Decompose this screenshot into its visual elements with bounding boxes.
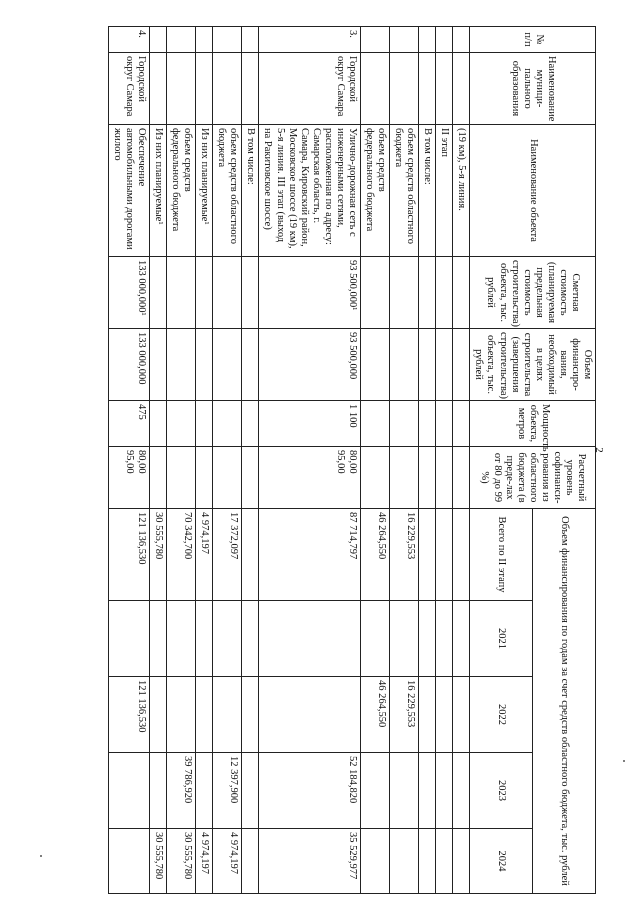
year-2024-cell: 35 529,977 [259, 829, 361, 894]
object-cell: В том числе: [242, 125, 259, 257]
total-cell: 46 264,550 [360, 509, 389, 601]
estimate-cell: 133 000,000¹ [108, 257, 149, 329]
page-number: 2 [592, 447, 605, 453]
year-2024-cell: 4 974,197 [213, 829, 242, 894]
year-2022-cell: 121 136,530 [108, 677, 149, 753]
total-cell: 4 974,197 [196, 509, 213, 601]
header-funding-needed: Объем финансиро-вания, необходимый в целях строительства (завершения строительства) объекта, тыс. рублей [470, 329, 596, 401]
scan-speck [40, 855, 42, 857]
table-row-item-4 [108, 27, 149, 894]
object-cell: Из них планируемые¹ [196, 125, 213, 257]
header-capacity: Мощность объекта, метров [470, 401, 596, 447]
header-total: Всего по II этапу [470, 509, 533, 601]
capacity-cell: 1 100 [259, 401, 361, 447]
header-cofinancing: Расчетный уровень софинанси-рования из областного бюджета (в преде-лах от 80 до 99 %) [470, 447, 596, 509]
object-cell: (19 км), 5-я линия. [453, 125, 470, 257]
object-cell: II этап [436, 125, 453, 257]
total-cell: 17 372,097 [213, 509, 242, 601]
object-cell: Улично-дорожная сеть с инженерными сетями, расположенная по адресу: Самарская область, г. Самара, Кировский район, Московское шоссе (19 км), 5-я линия. III этап (выход на Ракитовское шоссе) [259, 125, 361, 257]
year-2023-cell: 52 184,820 [259, 753, 361, 829]
table-row [213, 27, 242, 894]
table-row [436, 27, 453, 894]
table-row [242, 27, 259, 894]
total-cell: 30 555,780 [150, 509, 167, 601]
total-cell: 70 342,700 [167, 509, 196, 601]
year-2024-cell: 30 555,780 [167, 829, 196, 894]
municipality-cell: Городской округ Самара [259, 53, 361, 125]
object-cell: объем средств федерального бюджета [360, 125, 389, 257]
header-year-2021: 2021 [470, 601, 533, 677]
object-cell: объем средств федерального бюджета [167, 125, 196, 257]
header-financing-group: Объем финансирования по годам за счет средств областного бюджета, тыс. рублей [533, 509, 596, 894]
object-cell: Из них планируемые¹ [150, 125, 167, 257]
scan-speck [623, 760, 625, 762]
table-row [453, 27, 470, 894]
table-row-item-3 [259, 27, 361, 894]
year-2024-cell: 30 555,780 [150, 829, 167, 894]
estimate-cell: 93 500,000¹ [259, 257, 361, 329]
table-row [150, 27, 167, 894]
table-row [419, 27, 436, 894]
header-year-2023: 2023 [470, 753, 533, 829]
object-cell: объем средств областного бюджета [390, 125, 419, 257]
year-2021-cell [259, 601, 361, 677]
funding-cell: 133 000,000 [108, 329, 149, 401]
year-2022-cell: 46 264,550 [360, 677, 389, 753]
year-2023-cell: 39 786,920 [167, 753, 196, 829]
total-cell: 121 136,530 [108, 509, 149, 601]
cofinancing-cell: 80,00 95,00 [108, 447, 149, 509]
header-estimate: Сметная стоимость (планируемая предельная стоимость строительства) объекта, тыс. рублей [470, 257, 596, 329]
total-cell: 16 229,553 [390, 509, 419, 601]
funding-cell: 93 500,000 [259, 329, 361, 401]
table-row [196, 27, 213, 894]
header-object: Наименование объекта [470, 125, 596, 257]
cofinancing-cell: 80,00 95,00 [259, 447, 361, 509]
header-no: № п/п [470, 27, 596, 53]
year-2022-cell: 16 229,553 [390, 677, 419, 753]
year-2022-cell [259, 677, 361, 753]
total-cell: 87 714,797 [259, 509, 361, 601]
municipality-cell: Городской округ Самара [108, 53, 149, 125]
row-number: 3. [259, 27, 361, 53]
table-row [390, 27, 419, 894]
financing-table [108, 26, 596, 894]
object-cell: В том числе: [419, 125, 436, 257]
year-2023-cell: 12 397,900 [213, 753, 242, 829]
year-2024-cell: 4 974,197 [196, 829, 213, 894]
header-municipality: Наименование муници-пального образования [470, 53, 596, 125]
table-row [360, 27, 389, 894]
rotated-table-container [16, 26, 596, 893]
object-cell: объем средств областного бюджета [213, 125, 242, 257]
row-number: 4. [108, 27, 149, 53]
header-year-2024: 2024 [470, 829, 533, 894]
header-year-2022: 2022 [470, 677, 533, 753]
object-cell: Обеспечение автомобильными дорогами жилого [108, 125, 149, 257]
capacity-cell: 475 [108, 401, 149, 447]
table-row [167, 27, 196, 894]
